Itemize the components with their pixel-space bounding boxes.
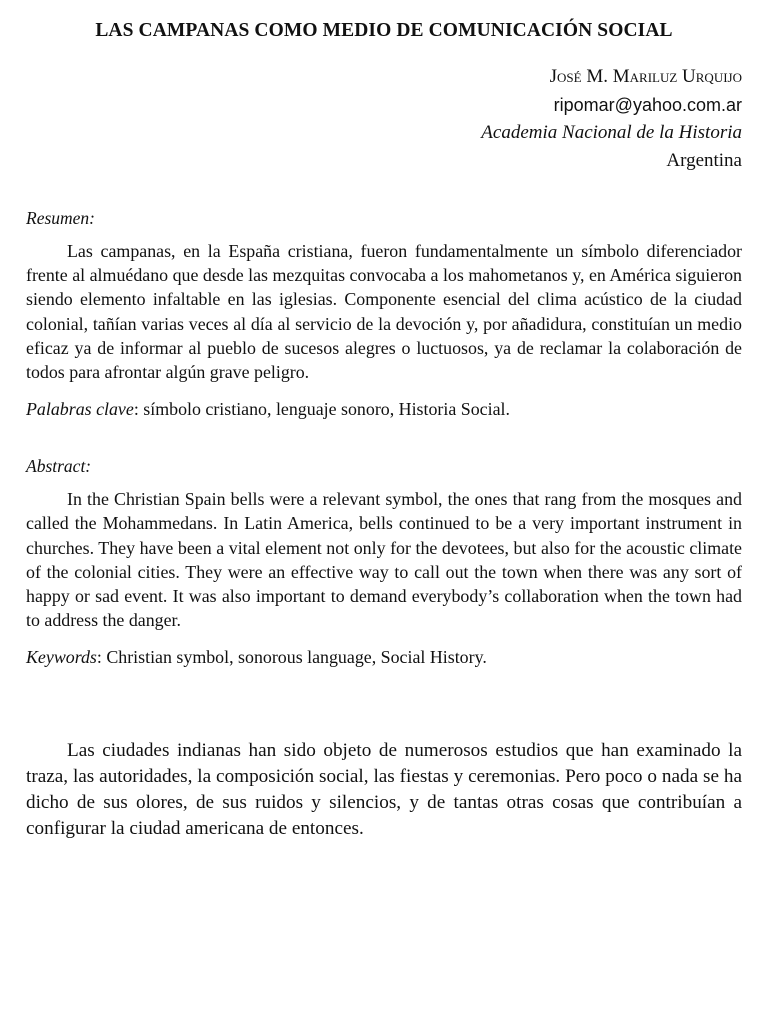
body-paragraph: Las ciudades indianas han sido objeto de numerosos estudios que han examinado la traza, las autoridades, la composición social, las fiestas y ceremonias. Pero poco o nada se ha dicho de sus olores, de sus ruidos y silencios, y de tantas otras cosas que contribuían a configurar la ciudad americana de entonces. [26,740,742,839]
abstract-paragraph: In the Christian Spain bells were a relevant symbol, the ones that rang from the mosques and called the Mohammedans. In Latin America, bells continued to be a very important instrument in churches. They have been a vital element not only for the devotees, but also for the acoustic climate of the colonial cities. They were an effective way to call out the town when there was any sort of happy or sad event. It was also important to demand everybody’s collaboration when the town had to address the danger. [26,489,742,631]
author-email: ripomar@yahoo.com.ar [553,95,742,115]
author-name: José M. Mariluz Urquijo [549,66,742,87]
article-title: LAS CAMPANAS COMO MEDIO DE COMUNICACIÓN SOCIAL [95,20,673,41]
resumen-paragraph: Las campanas, en la España cristiana, fueron fundamentalmente un símbolo diferenciador frente al almuédano que desde las mezquitas convocaba a los mahometanos y, en América siguieron siendo elemento infaltable en las iglesias. Componente esencial del clima acústico de la ciudad colonial, tañían varias veces al día al servicio de la devoción y, por añadidura, constituían un medio eficaz ya de informar al pueblo de sucesos alegres o luctuosos, ya de reclamar la colaboración de todos para afrontar algún grave peligro. [26,241,742,383]
document-page [26,18,742,842]
keywords-label: Keywords [26,647,97,668]
author-institution: Academia Nacional de la Historia [481,122,742,143]
author-block [26,63,742,175]
palabras-clave-text: : símbolo cristiano, lenguaje sonoro, Historia Social. [133,399,510,420]
abstract-keywords [26,645,742,669]
resumen-label: Resumen: [26,208,96,228]
abstract-label: Abstract: [26,456,92,477]
keywords-text: : Christian symbol, sonorous language, Social History. [96,647,487,668]
author-country: Argentina [666,150,742,171]
palabras-clave-label: Palabras clave [26,399,134,420]
resumen-keywords [26,397,742,421]
